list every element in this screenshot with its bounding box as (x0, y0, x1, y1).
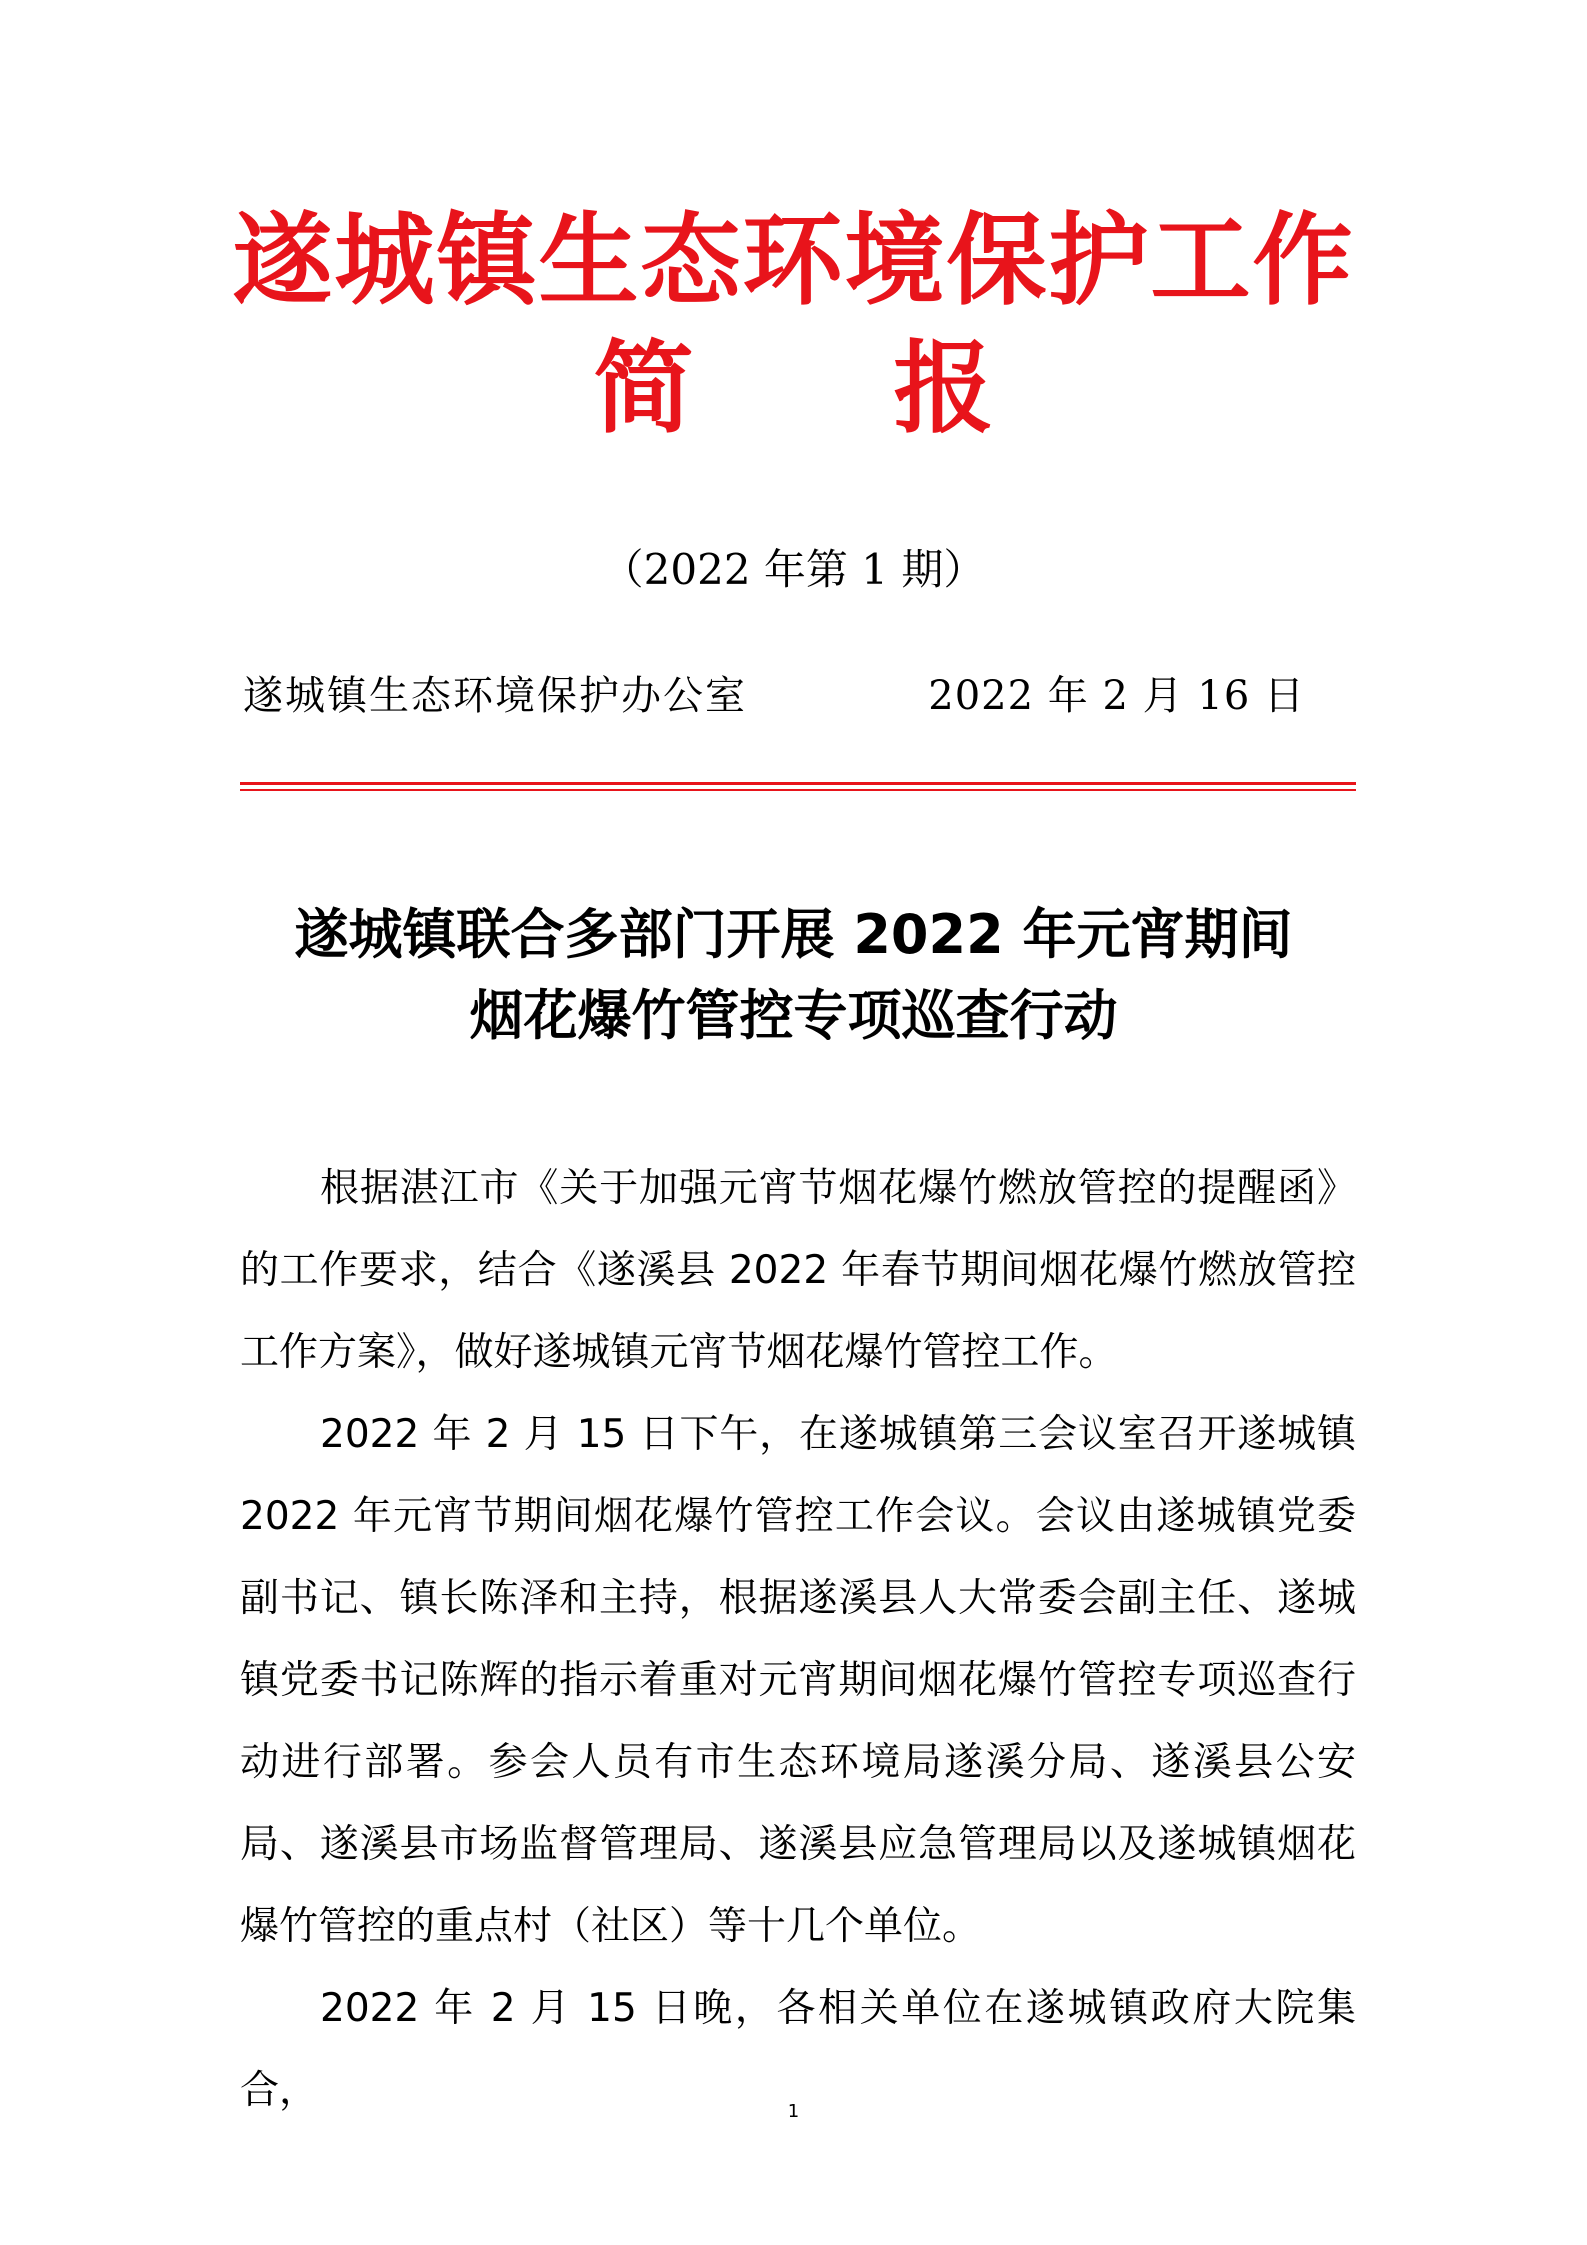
article-paragraph-1: 根据湛江市《关于加强元宵节烟花爆竹燃放管控的提醒函》的工作要求，结合《遂溪县 2022 年春节期间烟花爆竹燃放管控工作方案》，做好遂城镇元宵节烟花爆竹管控工作。 (240, 1166, 1356, 1375)
masthead-title: 遂城镇生态环境保护工作 (232, 201, 1355, 319)
page-number: 1 (787, 2101, 800, 2122)
header-divider-thin (240, 789, 1356, 791)
article-paragraph-2: 2022 年 2 月 15 日下午，在遂城镇第三会议室召开遂城镇 2022 年元宵节期间烟花爆竹管控工作会议。会议由遂城镇党委副书记、镇长陈泽和主持，根据遂溪县人大常委会副主任、遂城镇党委书记陈辉的指示着重对元宵期间烟花爆竹管控专项巡查行动进行部署。参会人员有市生态环境局遂溪分局、遂溪县公安局、遂溪县市场监督管理局、遂溪县应急管理局以及遂城镇烟花爆竹管控的重点村（社区）等十几个单位。 (240, 1412, 1356, 1949)
article-paragraph-3: 2022 年 2 月 15 日晚，各相关单位在遂城镇政府大院集合， (240, 1986, 1356, 2113)
header-divider-thick (240, 782, 1356, 785)
masthead-subtitle-right: 报 (893, 329, 994, 447)
issue-number: （2022 年第 1 期） (601, 545, 986, 594)
article-body (240, 1148, 1356, 2132)
masthead-subtitle (0, 326, 1587, 450)
article-title-line-1: 遂城镇联合多部门开展 2022 年元宵期间 (294, 903, 1293, 966)
masthead-subtitle-left: 简 (593, 329, 694, 447)
issue-date: 2022 年 2 月 16 日 (928, 673, 1305, 719)
issuer-name: 遂城镇生态环境保护办公室 (243, 673, 747, 719)
article-title-line-2: 烟花爆竹管控专项巡查行动 (469, 984, 1118, 1047)
